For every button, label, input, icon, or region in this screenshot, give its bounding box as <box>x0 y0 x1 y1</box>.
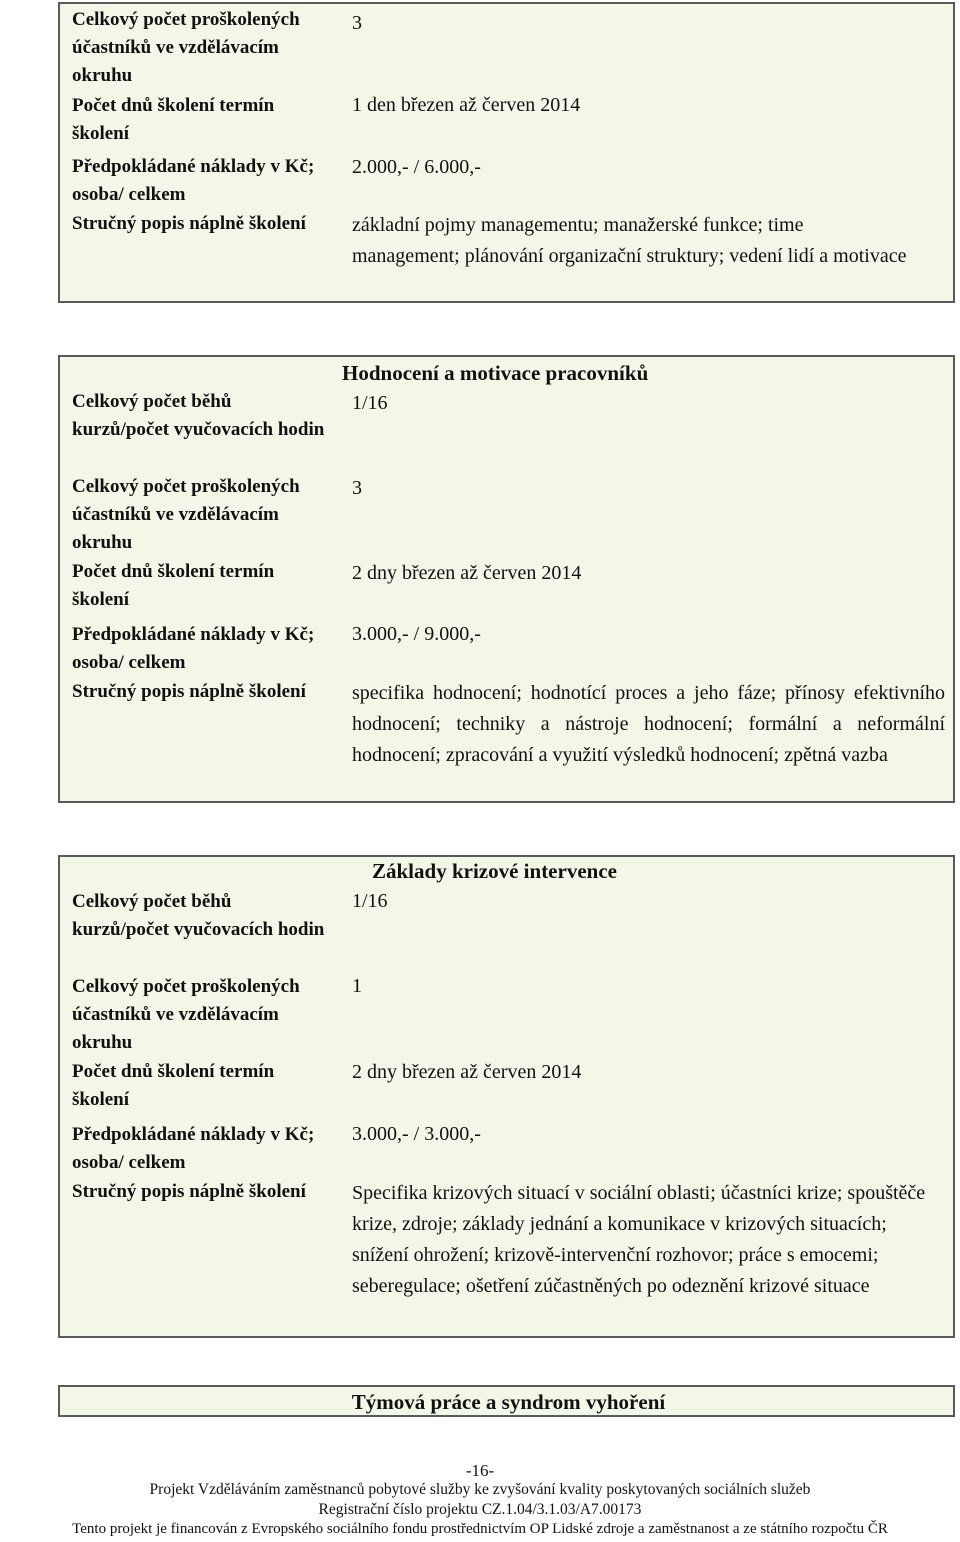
training-table-2 <box>58 355 955 803</box>
value-runs-hours: 1/16 <box>352 392 388 414</box>
training-table-1 <box>58 2 955 303</box>
label-days-term: Počet dnů školení termín školení <box>72 1061 275 1110</box>
value-participants-count: 3 <box>352 477 362 499</box>
value-participants-count: 1 <box>352 975 362 997</box>
value-costs: 3.000,- / 3.000,- <box>352 1123 481 1145</box>
value-days-term: 2 dny březen až červen 2014 <box>352 562 582 584</box>
label-costs: Předpokládané náklady v Kč; osoba/ celkem <box>72 1124 315 1173</box>
label-costs: Předpokládané náklady v Kč; osoba/ celkem <box>72 156 315 205</box>
value-description: Specifika krizových situací v sociální oblasti; účastníci krize; spouštěče krize, zdroje; základy jednání a komunikace v krizových situacích; snížení ohrožení; krizově-intervenční rozhovor; práce s emocemi; seberegulace; ošetření zúčastněných po odeznění krizové situace <box>352 1182 926 1297</box>
table-title: Základy krizové intervence <box>372 859 617 883</box>
label-description: Stručný popis náplně školení <box>72 681 306 702</box>
value-days-term: 1 den březen až červen 2014 <box>352 94 581 116</box>
label-participants-count: Celkový počet proškolených účastníků ve vzdělávacím okruhu <box>72 976 300 1053</box>
footer-funding-note: Tento projekt je financován z Evropského sociálního fondu prostřednictvím OP Lidské zdroje a zaměstnanost a ze státního rozpočtu ČR <box>72 1521 888 1537</box>
table-title: Týmová práce a syndrom vyhoření <box>351 1390 666 1414</box>
footer-registration-number: Registrační číslo projektu CZ.1.04/3.1.03/A7.00173 <box>318 1501 642 1518</box>
label-days-term: Počet dnů školení termín školení <box>72 561 275 610</box>
value-runs-hours: 1/16 <box>352 890 388 912</box>
value-costs: 3.000,- / 9.000,- <box>352 623 481 645</box>
value-participants-count: 3 <box>352 12 362 34</box>
footer-project-name: Projekt Vzděláváním zaměstnanců pobytové služby ke zvyšování kvality poskytovaných sociálních služeb <box>149 1481 811 1498</box>
training-table-3 <box>58 855 955 1338</box>
label-participants-count: Celkový počet proškolených účastníků ve vzdělávacím okruhu <box>72 476 300 553</box>
value-costs: 2.000,- / 6.000,- <box>352 156 481 178</box>
label-description: Stručný popis náplně školení <box>72 1181 306 1202</box>
label-description: Stručný popis náplně školení <box>72 213 306 234</box>
table-title: Hodnocení a motivace pracovníků <box>342 361 649 385</box>
label-runs-hours: Celkový počet běhů kurzů/počet vyučovacích hodin <box>72 391 325 440</box>
label-participants-count: Celkový počet proškolených účastníků ve vzdělávacím okruhu <box>72 9 300 86</box>
value-description: specifika hodnocení; hodnotící proces a jeho fáze; přínosy efektivního hodnocení; techniky a nástroje hodnocení; formální a neformální hodnocení; zpracování a využití výsledků hodnocení; zpětná vazba <box>352 682 945 766</box>
value-description: základní pojmy managementu; manažerské funkce; time management; plánování organizační struktury; vedení lidí a motivace <box>352 214 907 267</box>
label-days-term: Počet dnů školení termín školení <box>72 95 275 144</box>
value-days-term: 2 dny březen až červen 2014 <box>352 1061 582 1083</box>
label-runs-hours: Celkový počet běhů kurzů/počet vyučovacích hodin <box>72 891 325 940</box>
label-costs: Předpokládané náklady v Kč; osoba/ celkem <box>72 624 315 673</box>
page-number: -16- <box>465 1461 495 1480</box>
training-table-4 <box>58 1385 955 1417</box>
